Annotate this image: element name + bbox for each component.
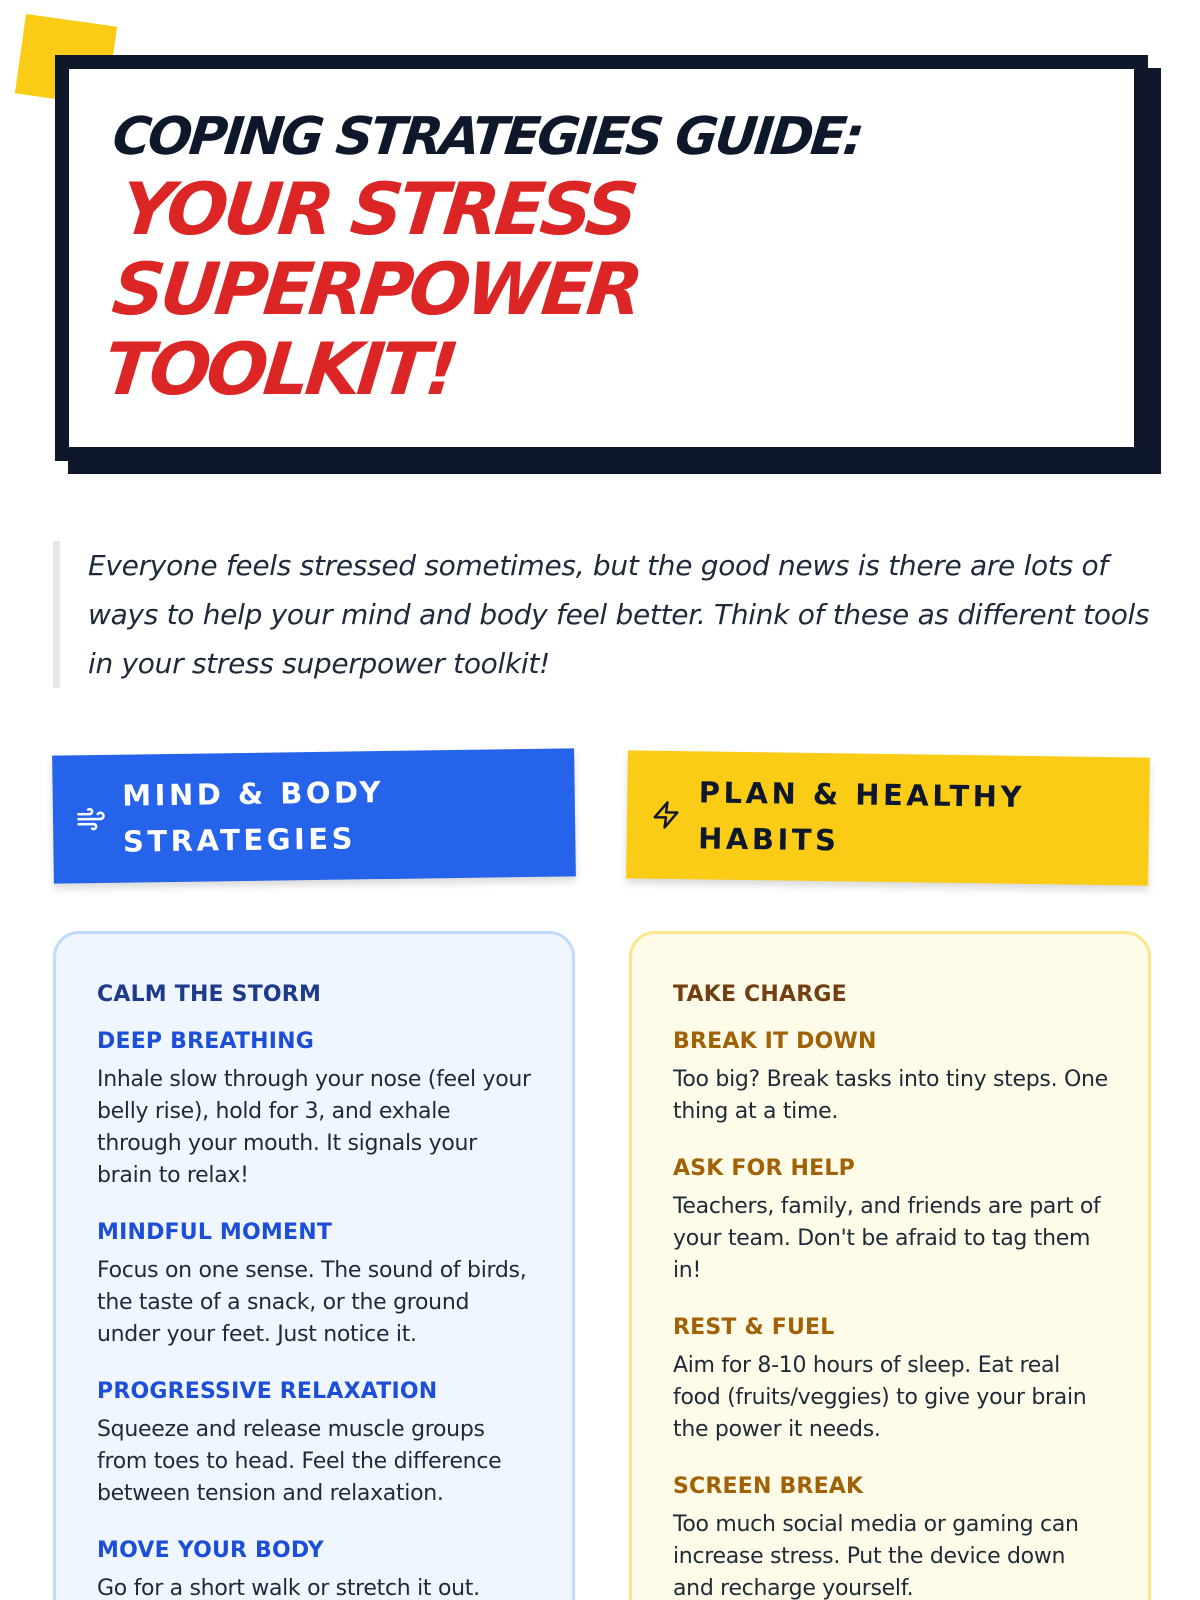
- list-item: [673, 1156, 1108, 1287]
- list-item: [97, 1220, 532, 1351]
- title-box: [55, 55, 1148, 461]
- item-text: Teachers, family, and friends are part of your team. Don't be afraid to tag them in!: [673, 1194, 1101, 1283]
- mind-body-banner: [52, 748, 576, 883]
- item-title: PROGRESSIVE RELAXATION: [97, 1379, 438, 1404]
- item-title: ASK FOR HELP: [673, 1156, 855, 1181]
- item-text: Go for a short walk or stretch it out.: [97, 1576, 480, 1600]
- page-subtitle: YOUR STRESS SUPERPOWER TOOLKIT!: [100, 167, 644, 411]
- card-heading: CALM THE STORM: [97, 982, 322, 1007]
- item-text: Squeeze and release muscle groups from toes to head. Feel the difference between tension and relaxation.: [97, 1417, 502, 1506]
- wind-icon: [73, 799, 109, 839]
- item-title: MINDFUL MOMENT: [97, 1220, 333, 1245]
- page-title: COPING STRATEGIES GUIDE:: [109, 107, 865, 167]
- item-title: REST & FUEL: [673, 1315, 835, 1340]
- list-item: [673, 1029, 1108, 1128]
- intro-quote: Everyone feels stressed sometimes, but the good news is there are lots of ways to help your mind and body feel better. Think of these as different tools in your stress superpower toolkit!: [53, 541, 1153, 688]
- mind-body-card: [53, 931, 575, 1600]
- plan-habits-banner: [626, 750, 1150, 885]
- plan-habits-card: [629, 931, 1151, 1600]
- item-text: Focus on one sense. The sound of birds, the taste of a snack, or the ground under your feet. Just notice it.: [97, 1258, 527, 1347]
- card-heading: TAKE CHARGE: [673, 982, 847, 1007]
- item-text: Inhale slow through your nose (feel your belly rise), hold for 3, and exhale through your mouth. It signals your brain to relax!: [97, 1067, 531, 1188]
- item-text: Too big? Break tasks into tiny steps. One thing at a time.: [673, 1067, 1108, 1124]
- item-title: SCREEN BREAK: [673, 1474, 864, 1499]
- item-title: MOVE YOUR BODY: [97, 1538, 324, 1563]
- item-title: DEEP BREATHING: [97, 1029, 315, 1054]
- list-item: [97, 1379, 532, 1510]
- mind-body-banner-label: MIND & BODY STRATEGIES: [122, 775, 385, 859]
- plan-habits-banner-label: PLAN & HEALTHY HABITS: [697, 775, 1026, 858]
- item-title: BREAK IT DOWN: [673, 1029, 877, 1054]
- list-item: [97, 1538, 532, 1600]
- item-text: Too much social media or gaming can increase stress. Put the device down and recharge yourself.: [673, 1512, 1079, 1600]
- item-text: Aim for 8-10 hours of sleep. Eat real food (fruits/veggies) to give your brain the power it needs.: [673, 1353, 1087, 1442]
- lightning-icon: [647, 795, 685, 836]
- list-item: [673, 1474, 1108, 1600]
- list-item: [97, 1029, 532, 1192]
- list-item: [673, 1315, 1108, 1446]
